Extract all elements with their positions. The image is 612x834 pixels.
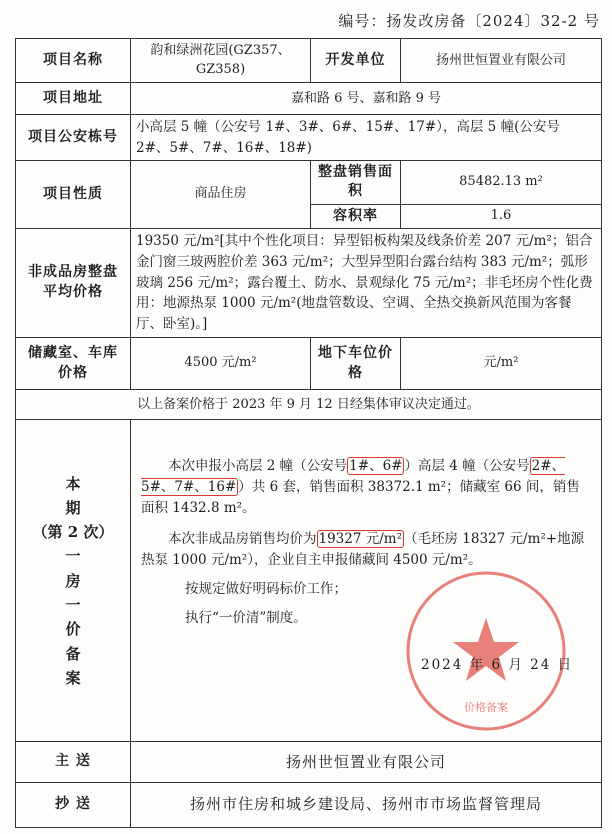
highlight-box: 19327 元/m² xyxy=(318,531,402,548)
document-number: 编号：扬发改房备〔2024〕32-2 号 xyxy=(338,12,600,30)
price-value: 19350 元/m²[其中个性化项目：异型铝板构架及线条价差 207 元/m²；铝合金门窗三玻两腔价差 363 元/m²；大型异型阳台露台结构 383 元/m²；弧形玻璃 256 元/m²；露台覆土、防水、景观绿化 75 元/m²；非毛坯房个性化费用：地源热泵 1000 元/m²(地盘管数设、空调、全热交换新风范围为客餐厅、卧室)。] xyxy=(131,229,602,338)
project-name-label: 项目名称 xyxy=(16,39,131,83)
far-label: 容积率 xyxy=(311,205,401,229)
date: 2024 年 6 月 24 日 xyxy=(421,657,574,674)
paragraph-application: 本次申报小高层 2 幢（公安号 1#、6# ）高层 4 幢（公安号 2#、5#、7#、16# ）共 6 套，销售面积 38372.1 m²；储藏室 66 间，销售面积 1432.8 m²。 xyxy=(141,458,580,517)
parking-label: 地下车位价格 xyxy=(311,337,401,389)
nature-label: 项目性质 xyxy=(16,160,131,228)
storage-value: 4500 元/m² xyxy=(131,337,311,389)
highlight-box: 1#、6# xyxy=(349,458,403,475)
approval-note: 以上备案价格于 2023 年 9 月 12 日经集体审议决定通过。 xyxy=(16,390,602,420)
project-name-value: 韵和绿洲花园(GZ357、GZ358) xyxy=(131,39,311,83)
building-value: 小高层 5 幢（公安号 1#、3#、6#、15#、17#），高层 5 幢(公安号 2#、5#、7#、16#、18#) xyxy=(131,115,602,160)
price-label: 非成品房整盘平均价格 xyxy=(16,229,131,338)
building-label: 项目公安栋号 xyxy=(16,115,131,160)
paragraph-price: 本次非成品房销售均价为 19327 元/m² （毛坯房 18327 元/m²+地源热泵 1000 元/m²），企业自主申报储藏间 4500 元/m²。 xyxy=(141,531,585,569)
send-to-value: 扬州世恒置业有限公司 xyxy=(131,742,602,782)
parking-value: 元/m² xyxy=(401,337,602,389)
far-value: 1.6 xyxy=(401,205,602,229)
official-seal xyxy=(401,566,574,736)
period-content xyxy=(131,420,602,742)
nature-value: 商品住房 xyxy=(131,160,311,228)
send-to-label: 主 送 xyxy=(16,742,131,782)
area-value: 85482.13 m² xyxy=(401,160,602,204)
storage-label: 储藏室、车库价格 xyxy=(16,337,131,389)
developer-value: 扬州世恒置业有限公司 xyxy=(401,39,602,83)
highlight-box: 2#、5#、7#、16# xyxy=(141,458,566,496)
cc-label: 抄 送 xyxy=(16,782,131,827)
address-value: 嘉和路 6 号、嘉和路 9 号 xyxy=(131,83,602,115)
area-label: 整盘销售面积 xyxy=(311,160,401,204)
filing-table xyxy=(15,38,602,828)
svg-text:价格备案: 价格备案 xyxy=(464,701,508,715)
address-label: 项目地址 xyxy=(16,83,131,115)
cc-value: 扬州市住房和城乡建设局、扬州市市场监督管理局 xyxy=(131,782,602,827)
developer-label: 开发单位 xyxy=(311,39,401,83)
paragraph-rule-1: 按规定做好明码标价工作； xyxy=(185,580,347,597)
period-label: 本 期 （第 2 次） 一 房 一 价 备 案 xyxy=(16,420,131,742)
paragraph-rule-2: 执行“一价清”制度。 xyxy=(185,609,307,626)
